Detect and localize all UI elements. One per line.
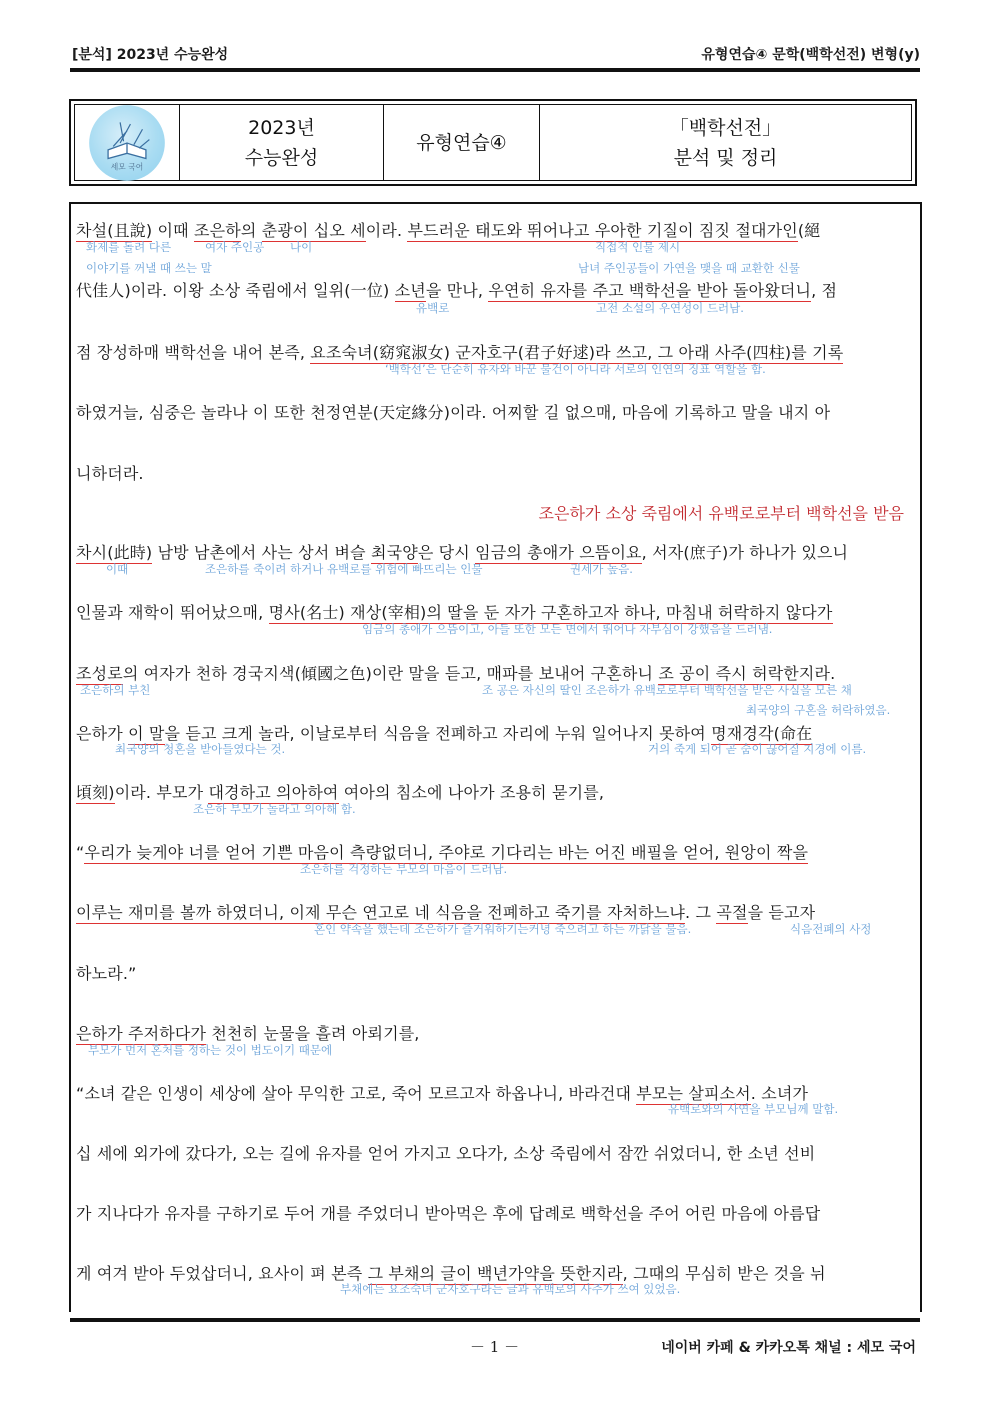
text-segment: 여아의 침소에 나아가 조용히 묻기를, <box>338 783 605 802</box>
text-segment: 의 <box>240 221 262 240</box>
text-line <box>76 1201 820 1224</box>
page-number: － 1 － <box>470 1338 520 1356</box>
logo-text: 세모 국어 <box>110 163 144 172</box>
text-line <box>76 1021 420 1044</box>
text-segment: 십 세에 외가에 갔다가, 오는 길에 유자를 얻어 가지고 오다가, 소상 죽림에서 잠깐 쉬었더니, 한 소년 선비 <box>76 1144 816 1163</box>
underlined-phrase: 차시(此時) <box>76 543 153 562</box>
underlined-phrase: 차설(且說) <box>76 221 153 240</box>
underlined-phrase: 소년 <box>394 281 426 300</box>
annotation-note: 직접적 인물 제시 <box>595 240 681 254</box>
text-segment: , 그때의 무심히 받은 것을 뉘 <box>622 1264 826 1283</box>
annotation-note: 최국양의 청혼을 받아들였다는 것. <box>115 742 286 756</box>
title-type-cell <box>384 105 540 180</box>
annotation-note: 고전 소설의 우연성이 드러남. <box>596 301 744 315</box>
annotation-note: 조은하를 죽이려 하거나 유백로를 위험에 빠뜨리는 인물 <box>205 562 483 576</box>
annotation-note: 식음전폐의 사정 <box>790 922 872 936</box>
annotation-note: 이야기를 꺼낼 때 쓰는 말 <box>86 261 212 275</box>
text-line <box>76 1141 815 1164</box>
annotation-note: ‘백학선’은 단순히 유자와 바꾼 물건이 아니라 서로의 인연의 징표 역할을 함. <box>385 362 766 376</box>
underlined-phrase: 조은하 <box>193 221 241 240</box>
text-segment: 을 만나, <box>425 281 489 300</box>
text-segment: 이때 <box>152 221 194 240</box>
underlined-phrase: 임금의 총애가 으뜸이요 <box>475 543 642 562</box>
title-work-cell <box>540 105 911 180</box>
underlined-phrase: 부모는 살피소서 <box>636 1084 751 1103</box>
annotation-note: 유백로와의 사연을 부모님께 말함. <box>668 1102 839 1116</box>
book-logo-icon <box>89 105 165 181</box>
underlined-phrase: 요조숙녀(窈窕淑女) 군자호구(君子好逑)라 쓰고, 그 아래 사주(四柱)를 기록 <box>310 343 844 362</box>
underlined-phrase: 頃刻) <box>76 783 115 802</box>
text-segment: . <box>830 664 836 683</box>
text-line <box>76 340 843 363</box>
text-segment: 은하가 <box>76 724 129 743</box>
annotation-note: 이때 <box>106 562 129 576</box>
header-right: 유형연습④ 문학(백학선전) 변형(y) <box>701 47 920 63</box>
underlined-phrase: 우리가 늦게야 너를 얻어 기쁜 마음이 측량없더니, 주야로 기다리는 바는 어진 배필을 얻어, 원앙이 짝을 <box>84 843 809 862</box>
annotation-note: 권세가 높음. <box>570 562 633 576</box>
text-line <box>76 961 137 984</box>
text-segment: 하였거늘, 심중은 놀라나 이 또한 천정연분(天定緣分)이라. 어찌할 길 없으매, 마음에 기록하고 말을 내지 아 <box>76 403 831 422</box>
underlined-phrase: 그 부채의 글이 백년가약을 뜻한지라 <box>367 1264 623 1283</box>
text-line <box>76 780 604 803</box>
underlined-phrase: 이 말 <box>128 724 165 743</box>
title-year: 2023년 <box>248 116 315 139</box>
text-segment: 남방 남촌에서 사는 상서 벼슬 <box>152 543 371 562</box>
text-segment: 을 듣고 크게 놀라, 이날로부터 식음을 전폐하고 자리에 누워 일어나지 못하여 <box>164 724 712 743</box>
text-line <box>76 400 830 423</box>
annotation-note: 부모가 먼저 혼처를 정하는 것이 법도이기 때문에 <box>88 1043 333 1057</box>
text-segment: , 서자(庶子)가 하나가 있으니 <box>641 543 849 562</box>
annotation-note: 나이 <box>290 240 313 254</box>
footer-rule <box>70 1318 920 1322</box>
text-line <box>76 278 837 301</box>
underlined-phrase: 우연히 유자를 주고 백학선을 받아 돌아왔더니 <box>488 281 812 300</box>
underlined-phrase: 명사(名士) 재상(宰相)의 딸을 둔 자가 구혼하고자 하나, 마침내 허락하지 않다가 <box>268 603 833 622</box>
underlined-phrase: 이루는 재미를 볼까 하였더니, 이제 무슨 연고로 네 식음을 전폐하고 죽기를 자처하느냐 <box>76 903 686 922</box>
underlined-phrase: 명재경각(命在 <box>711 724 813 743</box>
text-segment: “ <box>76 843 85 862</box>
text-line <box>76 661 835 684</box>
text-line <box>76 218 820 241</box>
title-subtitle: 분석 및 정리 <box>673 146 778 169</box>
text-segment: 을 듣고자 <box>747 903 816 922</box>
footer-channel: 네이버 카페 & 카카오톡 채널 : 세모 국어 <box>661 1340 916 1356</box>
title-type: 유형연습④ <box>416 131 507 154</box>
text-line <box>76 540 848 563</box>
annotation-note: 임금의 총애가 으뜸이고, 아들 또한 모든 면에서 뛰어나 자부심이 강했음을 드러냄. <box>362 622 773 636</box>
annotation-note: 남녀 주인공들이 가연을 맺을 때 교환한 신물 <box>578 261 800 275</box>
text-segment: 의 여자가 천하 경국지색(傾國之色)이란 말을 듣고, 매파를 보내어 구혼하니 <box>122 664 659 683</box>
text-segment: 代佳人)이라. 이왕 소상 죽림에서 일위(一位) <box>76 281 395 300</box>
text-segment: (絕 <box>797 221 821 240</box>
underlined-phrase: 춘광이 십오 세 <box>261 221 366 240</box>
scene-summary: 조은하가 소상 죽림에서 유백로로부터 백학선을 받음 <box>538 504 904 523</box>
underlined-phrase: 대경하고 의아하여 <box>208 783 339 802</box>
annotation-note: 유백로 <box>416 301 450 315</box>
text-segment: 인물과 재학이 뛰어났으매, <box>76 603 269 622</box>
text-segment: 게 여겨 받아 두었삽더니, 요사이 펴 본즉 <box>76 1264 368 1283</box>
text-segment: 가 지나다가 유자를 구하기로 두어 개를 주었더니 받아먹은 후에 답례로 백학선을 주어 어린 마음에 아름답 <box>76 1204 821 1223</box>
header-rule <box>70 68 920 72</box>
annotation-note: 화제를 돌려 다른 <box>86 240 172 254</box>
text-segment: 하노라.” <box>76 964 137 983</box>
underlined-phrase: 은하가 주저하다가 <box>76 1024 207 1043</box>
text-segment: , 점 <box>811 281 838 300</box>
underlined-phrase: 곡절 <box>716 903 748 922</box>
text-segment: “소녀 같은 인생이 세상에 살아 무익한 고로, 죽어 모르고자 하옵나니, 바라건대 <box>76 1084 637 1103</box>
text-segment: . 그 <box>685 903 717 922</box>
underlined-phrase: 부드러운 태도와 뛰어나고 우아한 기질이 짐짓 절대가인 <box>407 221 798 240</box>
logo-cell <box>75 105 180 180</box>
text-segment: 니하더라. <box>76 464 144 483</box>
text-segment: 이라. 부모가 <box>114 783 209 802</box>
annotation-note: 최국양의 구혼을 허락하였음. <box>746 703 891 717</box>
underlined-phrase: 조 공이 즉시 허락한지라 <box>658 664 831 683</box>
annotation-note: 조은하를 걱정하는 부모의 마음이 드러남. <box>300 862 508 876</box>
text-segment: 천천히 눈물을 흘려 아뢰기를, <box>206 1024 420 1043</box>
text-segment: 점 장성하매 백학선을 내어 본즉, <box>76 343 311 362</box>
annotation-note: 혼인 약속을 했는데 조은하가 즐거워하기는커녕 죽으려고 하는 까닭을 물음. <box>314 922 692 936</box>
annotation-note: 부채에는 요조숙녀 군자호구라는 글과 유백로의 사주가 쓰여 있었음. <box>340 1282 681 1296</box>
text-segment: . 소녀가 <box>750 1084 809 1103</box>
text-line <box>76 840 808 863</box>
annotation-note: 조 공은 자신의 딸인 조은하가 유백로로부터 백학선을 받은 사실을 모른 채 <box>482 683 852 697</box>
title-table <box>69 99 917 186</box>
title-work: 「백학선전」 <box>669 116 782 139</box>
underlined-phrase: 조성로 <box>76 664 123 683</box>
annotation-note: 조은하의 부친 <box>80 683 151 697</box>
annotation-note: 조은하 부모가 놀라고 의아해 함. <box>193 802 356 816</box>
underlined-phrase: 최국양 <box>371 543 418 562</box>
text-line <box>76 461 144 484</box>
text-segment: 은 당시 <box>417 543 476 562</box>
text-segment: 이라. <box>365 221 408 240</box>
header-left: [분석] 2023년 수능완성 <box>72 47 229 63</box>
text-line <box>76 600 833 623</box>
text-line <box>76 900 815 923</box>
annotation-note: 여자 주인공 <box>205 240 265 254</box>
title-year-cell <box>180 105 384 180</box>
annotation-note: 거의 죽게 되어 곧 숨이 끊어질 지경에 이름. <box>648 742 867 756</box>
title-book: 수능완성 <box>244 146 319 169</box>
